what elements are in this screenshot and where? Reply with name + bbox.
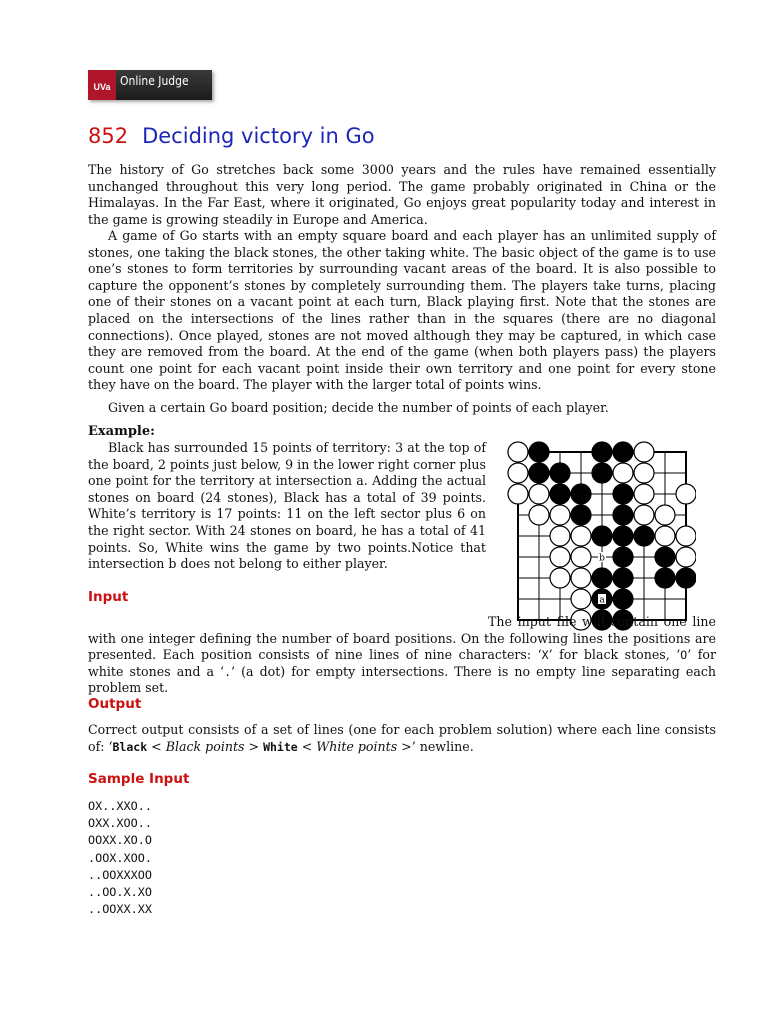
white-stone — [529, 505, 549, 525]
black-stone — [550, 463, 570, 483]
white-stone — [571, 589, 591, 609]
black-stone — [613, 505, 633, 525]
white-stone — [634, 484, 654, 504]
black-stone — [613, 526, 633, 546]
white-stone — [655, 505, 675, 525]
white-stone — [634, 463, 654, 483]
black-stone — [592, 463, 612, 483]
black-stone — [634, 526, 654, 546]
online-judge-label: Online Judge — [120, 74, 189, 88]
sample-input-heading: Sample Input — [88, 771, 190, 787]
black-stone — [592, 442, 612, 462]
white-stone — [634, 442, 654, 462]
black-stone — [571, 484, 591, 504]
sample-input-line: OX..XXO.. — [88, 799, 152, 813]
white-stone — [571, 547, 591, 567]
intro-paragraph-2: A game of Go starts with an empty square board and each player has an unlimited supply of stones, one taking the black stones, the other taking white. The basic object of the game is to use one’s stones to form territories by surrounding vacant areas of the board. It is also possible to capture the opponent’s stones by completely surrounding them. The players take turns, placing one of their stones on a vacant point at each turn, Black playing first. Note that the stones are placed on the intersections of the lines rather than in the squares (there are no diagonal connections). Once played, stones are not moved although they may be captured, in which case they are removed from the board. At the end of the game (when both players pass) the players count one point for each vacant point inside their own territory and one point for every stone they have on the board. The player with the larger total of points wins. — [88, 228, 716, 393]
white-stone — [550, 568, 570, 588]
example-paragraph: Black has surrounded 15 points of territory: 3 at the top of the board, 2 points just below, 9 in the lower right corner plus one point for the territory at intersection a. Adding the actual stones on board (24 stones), Black has a total of 39 points. White’s territory is 17 points: 11 on the left sector plus 6 on the right sector. With 24 stones on board, he has a total of 41 points. So, White wins the game by two points.Notice that intersection b does not belong to either player. — [88, 440, 486, 572]
white-stone — [676, 484, 696, 504]
sample-input-line: OOXX.XO.O — [88, 833, 152, 848]
white-stone — [529, 484, 549, 504]
problem-title: Deciding victory in Go — [142, 124, 375, 148]
black-stone — [655, 568, 675, 588]
black-stone — [592, 568, 612, 588]
problem-number: 852 — [88, 124, 129, 148]
black-stone — [529, 463, 549, 483]
white-stone — [613, 463, 633, 483]
sample-input-line: ..OOXXXOO — [88, 867, 152, 882]
sample-input-line: OXX.XOO.. — [88, 816, 152, 831]
black-stone — [613, 547, 633, 567]
go-board-diagram — [506, 440, 696, 632]
black-stone — [613, 568, 633, 588]
black-stone — [613, 484, 633, 504]
white-stone — [634, 505, 654, 525]
intersection-label: a — [599, 595, 605, 606]
input-heading: Input — [88, 589, 129, 605]
white-stone — [508, 463, 528, 483]
sample-input-line: ..OOXX.XX — [88, 902, 152, 917]
black-stone — [676, 568, 696, 588]
sample-input-line: .OOX.XOO. — [88, 850, 152, 865]
black-stone — [529, 442, 549, 462]
white-stone — [655, 526, 675, 546]
white-stone — [550, 505, 570, 525]
black-stone — [613, 442, 633, 462]
white-stone — [550, 526, 570, 546]
white-stone — [571, 568, 591, 588]
output-paragraph: Correct output consists of a set of lines (one for each problem solution) where each line consists of: ‘Black < Black points > White < White points >’ newline. — [88, 722, 716, 754]
example-heading: Example: — [88, 424, 155, 439]
sample-input-block — [88, 798, 152, 918]
white-stone — [571, 526, 591, 546]
output-heading: Output — [88, 696, 142, 712]
sample-input-line: ..OO.X.XO — [88, 885, 152, 900]
online-judge-badge — [88, 70, 212, 100]
intersection-label: b — [599, 553, 605, 564]
page-title — [88, 124, 375, 148]
white-stone — [508, 484, 528, 504]
black-stone — [592, 526, 612, 546]
intro-paragraph-3: Given a certain Go board position; decide the number of points of each player. — [108, 400, 609, 415]
uva-logo: UVa — [88, 70, 116, 100]
white-stone — [550, 547, 570, 567]
input-paragraph: The input file will contain one line with one integer defining the number of board positions. On the following lines the positions are presented. Each position consists of nine lines of nine characters: ‘X’ for black stones, ‘O’ for white stones and a ‘.’ (a dot) for empty intersections. There is no empty line separating each problem set. — [88, 614, 716, 696]
black-stone — [655, 547, 675, 567]
black-stone — [613, 589, 633, 609]
black-stone — [571, 505, 591, 525]
black-stone — [550, 484, 570, 504]
intro-paragraph-1: The history of Go stretches back some 3000 years and the rules have remained essentially unchanged throughout this very long period. The game probably originated in China or the Himalayas. In the Far East, where it originated, Go enjoys great popularity today and interest in the game is growing steadily in Europe and America. — [88, 162, 716, 227]
white-stone — [508, 442, 528, 462]
white-stone — [676, 547, 696, 567]
white-stone — [676, 526, 696, 546]
